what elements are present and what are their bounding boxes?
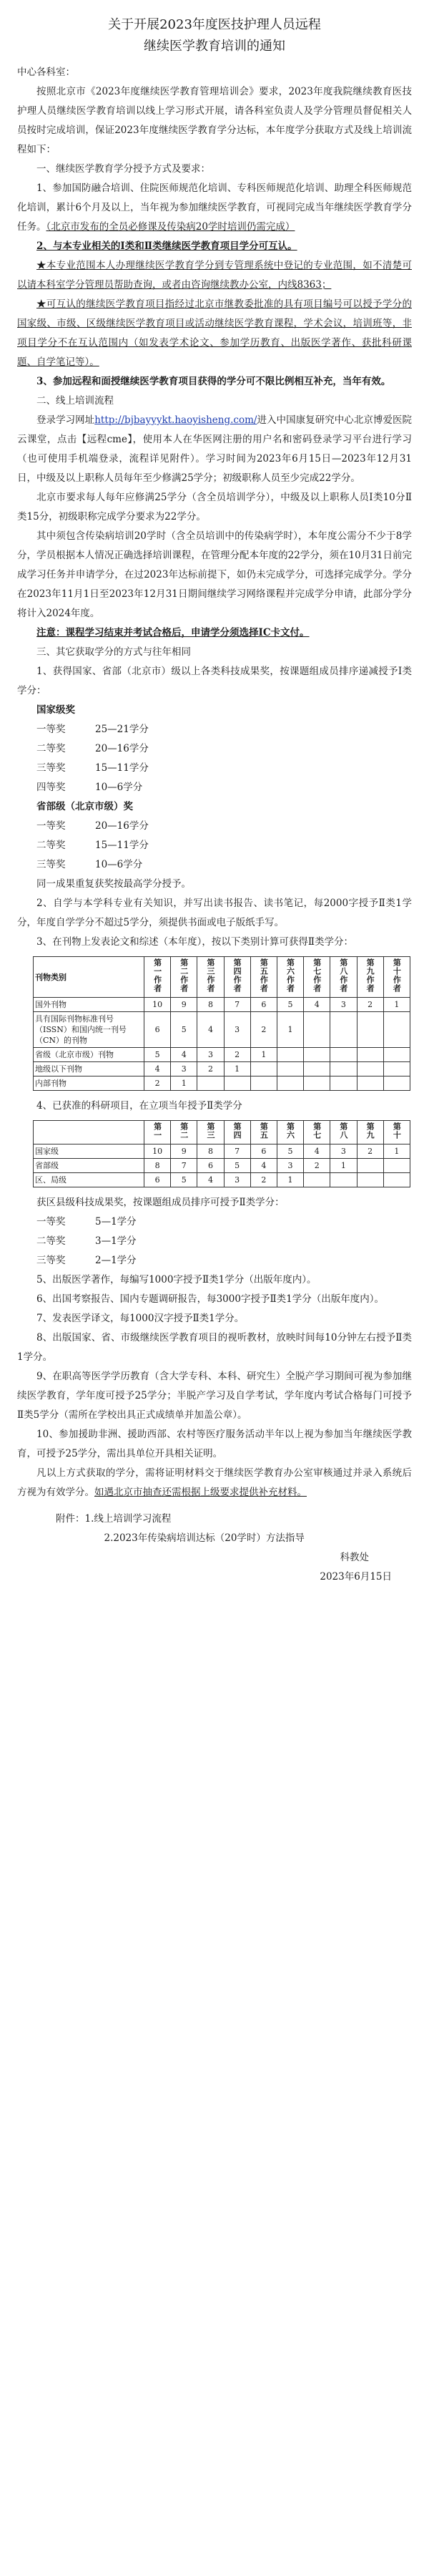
award-range: 25—21学分: [95, 724, 149, 735]
credit-cell: [277, 1048, 303, 1062]
award-row: [17, 855, 412, 875]
table-header-cell: [144, 1121, 171, 1144]
credit-cell: [357, 1173, 383, 1187]
credit-cell: 1: [277, 1012, 303, 1048]
section-1-star-1: ★本专业范围本人办理继续医学教育学分到专管理系统中登记的专业范围，如不清楚可以请本科室学分管理员帮助查询，或者由咨询继续教办公室，内线8363；: [17, 260, 412, 291]
award-row: [17, 720, 412, 739]
table-header-row: [34, 957, 410, 998]
award-range: 15—11学分: [95, 840, 149, 851]
credit-cell: [383, 1076, 410, 1091]
credit-cell: [330, 1076, 357, 1091]
table-row: [34, 1159, 410, 1173]
intro-paragraph: 按照北京市《2023年度继续医学教育管理培训会》要求，2023年度我院继续教育医技护理人员继续医学教育培训以线上学习形式开展，请各科室负责人及学分管理员督促相关人员按时完成培训，保证2023年度继续医学教育学分达标，本年度学分获取方式及线上培训流程如下：: [17, 86, 412, 155]
publication-category-cell: 地级以下刊物: [34, 1062, 144, 1076]
vertical-header-text: 第九: [365, 1122, 375, 1139]
award-rank: 一等奖: [36, 1216, 66, 1228]
credit-cell: 2: [224, 1048, 250, 1062]
table-header-cell: [304, 957, 330, 998]
section-2-p1-lead: 登录学习网址: [36, 414, 95, 426]
vertical-header-text: 第五作者: [259, 958, 269, 993]
table-header-cell: [224, 1121, 250, 1144]
award-row: [17, 817, 412, 836]
credit-cell: 2: [250, 1173, 277, 1187]
credit-cell: 1: [277, 1173, 303, 1187]
research-project-credit-table: [33, 1120, 410, 1187]
credit-cell: [304, 1012, 330, 1048]
section-3-item-4: 4、已获准的科研项目，在立项当年授予Ⅱ类学分: [36, 1100, 242, 1112]
table-header-cell: [250, 1121, 277, 1144]
award-row: [17, 836, 412, 855]
credit-cell: 10: [144, 998, 171, 1012]
credit-cell: 3: [224, 1173, 250, 1187]
credit-cell: [330, 1012, 357, 1048]
award-row: [17, 1232, 412, 1251]
award-range: 5—1学分: [95, 1216, 137, 1228]
publication-category-cell: 具有国际刊物标准刊号（ISSN）和国内统一刊号（CN）的刊物: [34, 1012, 144, 1048]
credit-cell: 8: [144, 1159, 171, 1173]
credit-cell: 4: [144, 1062, 171, 1076]
table-header-cell: [224, 957, 250, 998]
table-header-row: [34, 1121, 410, 1144]
credit-cell: 4: [250, 1159, 277, 1173]
section-2-heading: 二、线上培训流程: [36, 395, 114, 407]
vertical-header-text: 第十: [392, 1122, 402, 1139]
credit-cell: 7: [224, 998, 250, 1012]
vertical-header-text: 第七: [312, 1122, 322, 1139]
credit-cell: [383, 1062, 410, 1076]
section-3-item-8: 7、发表医学译文，每1000汉字授予Ⅱ类1学分。: [36, 1313, 245, 1324]
vertical-header-text: 第四作者: [232, 958, 242, 993]
credit-cell: 4: [197, 1012, 224, 1048]
provincial-award-list: [17, 817, 412, 875]
award-row: [17, 778, 412, 797]
award-range: 20—16学分: [95, 743, 149, 754]
attachment-1: [17, 1510, 412, 1529]
award-row: [17, 739, 412, 759]
title-line-2: 继续医学教育培训的通知: [144, 39, 285, 54]
section-2-paragraph-1: [17, 411, 412, 488]
credit-cell: [250, 1076, 277, 1091]
section-3-closing: [17, 1464, 412, 1502]
table-header-cell: 刊物类别: [34, 957, 144, 998]
vertical-header-text: 第十作者: [392, 958, 402, 993]
table-row: [34, 1173, 410, 1187]
table-row: [34, 1144, 410, 1159]
credit-cell: 2: [357, 998, 383, 1012]
award-rank: 二等奖: [36, 743, 66, 754]
credit-cell: 4: [304, 998, 330, 1012]
credit-cell: 2: [250, 1012, 277, 1048]
issue-date: 2023年6月15日: [320, 1571, 392, 1583]
credit-cell: 3: [330, 1144, 357, 1159]
national-award-heading: 国家级奖: [36, 704, 75, 716]
table-header-cell: [357, 1121, 383, 1144]
credit-cell: 8: [197, 998, 224, 1012]
credit-cell: [357, 1062, 383, 1076]
credit-cell: 10: [144, 1144, 171, 1159]
section-3-item-9: 8、出版国家、省、市级继续医学教育项目的视听教材，放映时间每10分钟左右授予Ⅱ类1学分。: [17, 1332, 412, 1363]
salutation: 中心各科室：: [17, 67, 75, 78]
table-header-cell: [34, 1121, 144, 1144]
table-header-cell: [277, 1121, 303, 1144]
same-achievement-note: 同一成果重复获奖按最高学分授予。: [36, 878, 191, 890]
award-row: [17, 1212, 412, 1232]
credit-cell: 2: [144, 1076, 171, 1091]
learning-site-link[interactable]: http://bjbayyykt.haoyisheng.com/: [94, 414, 257, 426]
credit-cell: [383, 1159, 410, 1173]
section-1-star-2: ★可互认的继续医学教育项目指经过北京市继教委批准的具有项目编号可以授予学分的国家级、市级、区级继续医学教育项目或活动继续医学教育课程，学术会议，培训班等，非项目学分不在互认范围内（如发表学术论文、参加学历教育、出版医学著作、获批科研课题、自学笔记等）。: [17, 298, 412, 368]
credit-cell: [250, 1062, 277, 1076]
document-title: [17, 14, 412, 57]
credit-cell: 4: [197, 1173, 224, 1187]
award-range: 3—1学分: [95, 1235, 137, 1247]
award-rank: 二等奖: [36, 1235, 66, 1247]
spacer: [17, 1502, 412, 1510]
credit-cell: 3: [330, 998, 357, 1012]
credit-cell: [304, 1076, 330, 1091]
table-header-cell: [197, 957, 224, 998]
award-rank: 三等奖: [36, 762, 66, 774]
closing-underlined-note: 如遇北京市抽查还需根据上级要求提供补充材料。: [94, 1487, 307, 1498]
credit-cell: 9: [171, 998, 197, 1012]
credit-cell: 1: [224, 1062, 250, 1076]
credit-cell: 4: [171, 1048, 197, 1062]
credit-cell: 5: [277, 998, 303, 1012]
award-range: 10—6学分: [95, 782, 143, 793]
award-rank: 二等奖: [36, 840, 66, 851]
section-2-paragraph-2: 北京市要求每人每年应修满25学分（含全员培训学分），中级及以上职称人员Ⅰ类10分Ⅱ类15分，初级职称完成学分要求为22学分。: [17, 492, 412, 523]
table-header-cell: [144, 957, 171, 998]
award-rank: 四等奖: [36, 782, 66, 793]
vertical-header-text: 第三: [205, 1122, 215, 1139]
table-header-cell: [197, 1121, 224, 1144]
vertical-header-text: 第六作者: [285, 958, 295, 993]
section-3-item-2: 2、自学与本学科专业有关知识，并写出读书报告、读书笔记，每2000字授予Ⅱ类1学分，年度自学学分不超过5学分，须提供书面或电子版纸手写。: [17, 898, 412, 928]
publication-table-body: [34, 998, 410, 1091]
table-header-cell: [250, 957, 277, 998]
award-rank: 三等奖: [36, 1255, 66, 1266]
credit-cell: [357, 1012, 383, 1048]
award-range: 20—16学分: [95, 820, 149, 832]
section-2-paragraph-3: 其中须包含传染病培训20学时（含全员培训中的传染病学时），本年度公需分不少于8学分，学员根据本人情况正确选择培训课程，在管理分配本年度的22学分，须在10月31日前完成学习任务并申请学分，在过2023年达标前提下，如仍未完成学分，可选择完成学分。学分在2023年11月1日至2023年12月31日期间继续学习网络课程并完成学分申请，此部分学分将计入2024年度。: [17, 530, 412, 619]
award-range: 2—1学分: [95, 1255, 137, 1266]
credit-cell: 5: [171, 1012, 197, 1048]
section-3-heading: 三、其它获取学分的方式与往年相同: [36, 646, 191, 658]
credit-cell: [357, 1048, 383, 1062]
credit-cell: [383, 1048, 410, 1062]
vertical-header-text: 第七作者: [312, 958, 322, 993]
credit-cell: 3: [277, 1159, 303, 1173]
vertical-header-text: 第九作者: [365, 958, 375, 993]
publication-category-cell: 省级（北京市级）刊物: [34, 1048, 144, 1062]
closing-text: 凡以上方式获取的学分，需将证明材料交于继续医学教育办公室审核通过并录入系统后方视为有效学分。: [17, 1467, 412, 1498]
credit-cell: [357, 1159, 383, 1173]
credit-cell: 5: [171, 1173, 197, 1187]
credit-cell: 6: [144, 1173, 171, 1187]
vertical-header-text: 第一作者: [152, 958, 162, 993]
attachment-label: 附件：: [56, 1513, 85, 1525]
section-3-item-10: 9、在职高等医学学历教育（含大学专科、本科、研究生）全脱产学习期间可视为参加继续医学教育，学年度可授予25学分；半脱产学习及自学考试，学年度内考试合格每门可授予Ⅱ类5学分（需所在学校出具正式成绩单并加盖公章）。: [17, 1371, 412, 1421]
project-level-cell: 区、局级: [34, 1173, 144, 1187]
credit-cell: 7: [171, 1159, 197, 1173]
section-2-note: 注意：课程学习结束并考试合格后，申请学分须选择IC卡文付。: [36, 627, 310, 638]
credit-cell: 6: [250, 998, 277, 1012]
section-3-item-11: 10、参加援助非洲、援助西部、农村等医疗服务活动半年以上视为参加当年继续医学教育，可授予25学分，需出具单位开具相关证明。: [17, 1429, 412, 1459]
credit-cell: [304, 1048, 330, 1062]
table-row: [34, 1048, 410, 1062]
vertical-header-text: 第五: [259, 1122, 269, 1139]
award-range: 10—6学分: [95, 859, 143, 870]
title-line-1: 关于开展2023年度医技护理人员远程: [108, 17, 321, 32]
credit-cell: 1: [171, 1076, 197, 1091]
vertical-header-text: 第一: [152, 1122, 162, 1139]
credit-cell: [277, 1062, 303, 1076]
project-level-cell: 国家级: [34, 1144, 144, 1159]
award-rank: 三等奖: [36, 859, 66, 870]
table-row: [34, 998, 410, 1012]
credit-cell: 8: [197, 1144, 224, 1159]
table-header-cell: [357, 957, 383, 998]
credit-cell: 1: [250, 1048, 277, 1062]
credit-cell: 1: [383, 1144, 410, 1159]
award-row: [17, 1251, 412, 1270]
credit-cell: [383, 1173, 410, 1187]
credit-cell: 1: [383, 998, 410, 1012]
credit-cell: 6: [144, 1012, 171, 1048]
award-row: [17, 759, 412, 778]
credit-cell: [330, 1048, 357, 1062]
vertical-header-text: 第二: [179, 1122, 189, 1139]
credit-cell: 3: [224, 1012, 250, 1048]
credit-cell: 3: [197, 1048, 224, 1062]
section-2-p1-body: 进入中国康复研究中心北京博爱医院云课堂，点击【远程cme】，使用本人在华医网注册的用户名和密码登录学习平台进行学习（也可使用手机端登录，流程详见附件）。学习时间为2023年6月15日—2023年12月31日，中级及以上职称人员每年至少修满25学分；初级职称人员至少完成22学分。: [17, 414, 413, 484]
vertical-header-text: 第六: [285, 1122, 295, 1139]
credit-cell: [304, 1173, 330, 1187]
credit-cell: [383, 1012, 410, 1048]
credit-cell: [197, 1076, 224, 1091]
table-row: [34, 1012, 410, 1048]
credit-cell: [330, 1173, 357, 1187]
credit-cell: [357, 1076, 383, 1091]
credit-cell: 5: [224, 1159, 250, 1173]
project-level-cell: 省部级: [34, 1159, 144, 1173]
section-3-item-7: 6、出国考察报告、国内专题调研报告，每3000字授予Ⅱ类1学分（出版年度内）。: [36, 1293, 384, 1305]
credit-cell: 1: [330, 1159, 357, 1173]
credit-cell: 4: [304, 1144, 330, 1159]
vertical-header-text: 第二作者: [179, 958, 189, 993]
award-rank: 一等奖: [36, 820, 66, 832]
credit-cell: 9: [171, 1144, 197, 1159]
table-header-cell: [304, 1121, 330, 1144]
section-1-item-2: 2、与本专业相关的Ⅰ类和Ⅱ类继续医学教育项目学分可互认。: [36, 240, 297, 252]
table-header-cell: [330, 957, 357, 998]
attachment-2[interactable]: 2.2023年传染病培训达标（20学时）方法指导: [104, 1532, 305, 1544]
credit-cell: [330, 1062, 357, 1076]
section-3-item-5: 获区县级科技成果奖，按课题组成员排序可授予Ⅱ类学分：: [36, 1197, 285, 1208]
publication-credit-table: [33, 956, 410, 1091]
credit-cell: 6: [250, 1144, 277, 1159]
credit-cell: 2: [304, 1159, 330, 1173]
credit-cell: [304, 1062, 330, 1076]
provincial-award-heading: 省部级（北京市级）奖: [36, 801, 133, 812]
vertical-header-text: 第八作者: [338, 958, 348, 993]
research-table-body: [34, 1144, 410, 1187]
table-header-cell: [383, 957, 410, 998]
section-3-item-3: 3、在刊物上发表论文和综述（本年度），按以下类别计算可获得Ⅱ类学分：: [36, 936, 354, 948]
attachment-1-text[interactable]: 1.线上培训学习流程: [84, 1513, 172, 1525]
credit-cell: 7: [224, 1144, 250, 1159]
section-1-item-3: 3、参加远程和面授继续医学教育项目获得的学分可不限比例相互补充，当年有效。: [36, 376, 391, 387]
credit-cell: [277, 1076, 303, 1091]
district-award-list: [17, 1212, 412, 1270]
table-row: [34, 1062, 410, 1076]
credit-cell: 2: [197, 1062, 224, 1076]
publication-category-cell: 国外刊物: [34, 998, 144, 1012]
table-header-cell: [171, 1121, 197, 1144]
award-range: 15—11学分: [95, 762, 149, 774]
award-rank: 一等奖: [36, 724, 66, 735]
publication-category-cell: 内部刊物: [34, 1076, 144, 1091]
vertical-header-text: 第八: [338, 1122, 348, 1139]
table-row: [34, 1076, 410, 1091]
table-header-cell: [171, 957, 197, 998]
credit-cell: 5: [277, 1144, 303, 1159]
section-1-item-1-note: （北京市发布的全员必修课及传染病20学时培训仍需完成）: [46, 221, 295, 233]
credit-cell: 6: [197, 1159, 224, 1173]
section-3-item-6: 5、出版医学著作，每编写1000字授予Ⅱ类1学分（出版年度内）。: [36, 1274, 317, 1285]
credit-cell: 3: [171, 1062, 197, 1076]
section-3-item-1: 1、获得国家、省部（北京市）级以上各类科技成果奖，按课题组成员排序递减授予Ⅰ类学分：: [17, 666, 412, 696]
section-1-item-1: [17, 179, 412, 237]
section-1-heading: 一、继续医学教育学分授予方式及要求：: [36, 163, 210, 175]
credit-cell: 5: [144, 1048, 171, 1062]
section-1-item-1-text: 1、参加国防融合培训、住院医师规范化培训、专科医师规范化培训、助理全科医师规范化培训，累计6个月及以上，当年视为参加继续医学教育，可视同完成当年继续医学教育学分任务。: [17, 183, 412, 233]
vertical-header-text: 第三作者: [205, 958, 215, 993]
national-award-list: [17, 720, 412, 797]
signer: 科教处: [340, 1552, 369, 1563]
table-header-cell: [383, 1121, 410, 1144]
credit-cell: [224, 1076, 250, 1091]
table-header-cell: [277, 957, 303, 998]
vertical-header-text: 第四: [232, 1122, 242, 1139]
table-header-cell: [330, 1121, 357, 1144]
credit-cell: 2: [357, 1144, 383, 1159]
